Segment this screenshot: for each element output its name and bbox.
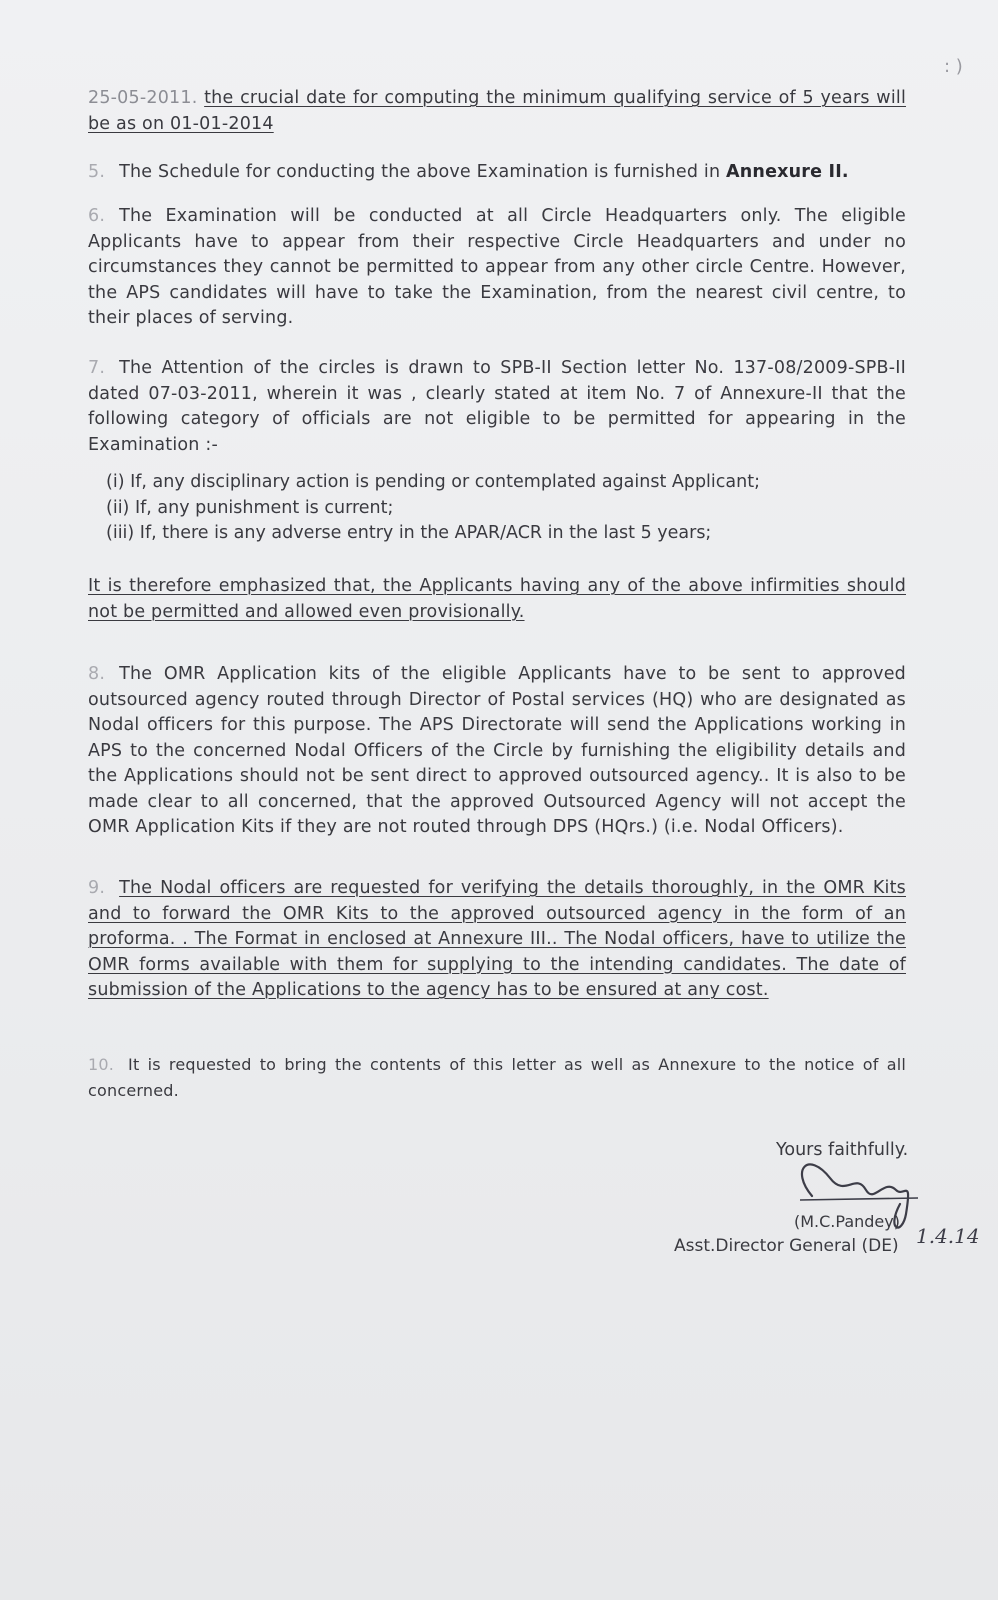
para-5-text: The Schedule for conducting the above Examination is furnished in: [119, 162, 721, 182]
para-10-number: 10.: [88, 1055, 115, 1074]
para-8-number: 8.: [88, 664, 106, 684]
para-6-number: 6.: [88, 206, 106, 226]
paragraph-5: [88, 160, 906, 186]
emphasis-paragraph: It is therefore emphasized that, the Applicants having any of the above infirmities should not be permitted and allowed even provisionally.: [88, 576, 906, 622]
signatory-designation: Asst.Director General (DE): [674, 1236, 899, 1256]
paragraph-10: [88, 1052, 906, 1103]
signature-date: 1.4.14: [916, 1224, 980, 1248]
paragraph-qualifying-date: [88, 86, 906, 137]
date-prefix: 25-05-2011.: [88, 88, 198, 108]
para-9-number: 9.: [88, 878, 106, 898]
paragraph-8: [88, 662, 906, 841]
para-9-text: The Nodal officers are requested for verifying the details thoroughly, in the OMR Kits and to forward the OMR Kits to the approved outsourced agency in the form of an proforma. . The Format in enclosed at Annexure III.. The Nodal officers, have to utilize the OMR forms available with them for supplying to the intending candidates. The date of submission of the Applications to the agency has to be ensured at any cost.: [88, 878, 906, 1000]
para-5-number: 5.: [88, 162, 106, 182]
paragraph-9: [88, 876, 906, 1004]
para-8-text: The OMR Application kits of the eligible Applicants have to be sent to approved outsourced agency routed through Director of Postal services (HQ) who are designated as Nodal officers for this purpose. The APS Directorate will send the Applications working in APS to the concerned Nodal Officers of the Circle by furnishing the eligibility details and the Applications should not be sent direct to approved outsourced agency.. It is also to be made clear to all concerned, that the approved Outsourced Agency will not accept the OMR Application Kits if they are not routed through DPS (HQrs.) (i.e. Nodal Officers).: [88, 664, 906, 837]
para-7-text: The Attention of the circles is drawn to SPB-II Section letter No. 137-08/2009-SPB-II dated 07-03-2011, wherein it was , clearly stated at item No. 7 of Annexure-II that the following category of officials are not eligible to be permitted for appearing in the Examination :-: [88, 358, 906, 455]
list-item: (iii) If, there is any adverse entry in the APAR/ACR in the last 5 years;: [106, 523, 712, 543]
corner-mark: : ): [944, 56, 963, 77]
annexure-ii-label: Annexure II.: [726, 162, 849, 182]
closing-salutation: Yours faithfully.: [776, 1140, 909, 1160]
para-10-text: It is requested to bring the contents of this letter as well as Annexure to the notice of all concerned.: [88, 1055, 906, 1100]
ineligibility-list: [106, 470, 906, 547]
qualifying-date-text: the crucial date for computing the minimum qualifying service of 5 years will be as on 01-01-2014: [88, 88, 907, 134]
para-6-text: The Examination will be conducted at all Circle Headquarters only. The eligible Applicants have to appear from their respective Circle Headquarters and under no circumstances they cannot be permitted to appear from any other circle Centre. However, the APS candidates will have to take the Examination, from the nearest civil centre, to their places of serving.: [88, 206, 906, 328]
paragraph-7: [88, 356, 906, 458]
paragraph-6: [88, 204, 906, 332]
list-item: (ii) If, any punishment is current;: [106, 497, 394, 518]
para-7-number: 7.: [88, 358, 106, 378]
list-item: (i) If, any disciplinary action is pending or contemplated against Applicant;: [106, 472, 760, 492]
signatory-name: (M.C.Pandey): [794, 1212, 900, 1231]
